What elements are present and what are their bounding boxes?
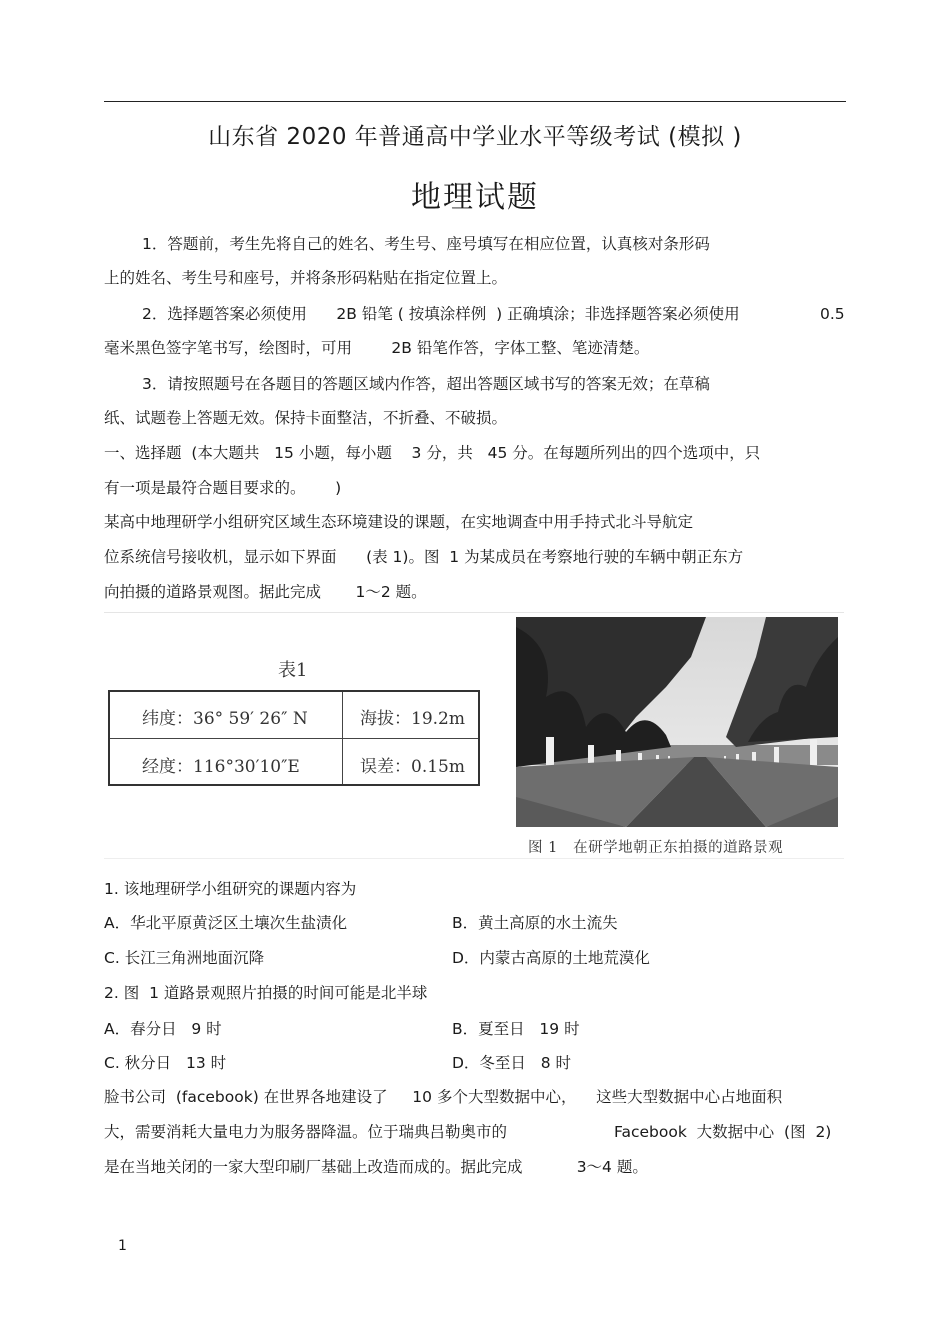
passage2-line-3: 是在当地关闭的一家大型印刷厂基础上改造而成的。据此完成 3～4 题。 (104, 1158, 648, 1176)
passage2-line-2-end: Facebook 大数据中心 (图 2) (614, 1123, 832, 1141)
longitude-cell: 经度：116°30′10″E (142, 757, 300, 777)
passage1-line-3: 向拍摄的道路景观图。据此完成 1～2 题。 (104, 583, 427, 601)
road-landscape-photo (516, 617, 838, 827)
q2-option-d: D．冬至日 8 时 (452, 1054, 572, 1072)
q1-option-a: A．华北平原黄泛区土壤次生盐渍化 (104, 914, 348, 932)
q1-option-d: D．内蒙古高原的土地荒漠化 (452, 949, 650, 967)
gps-readout-table (108, 690, 480, 786)
table-divider (342, 692, 343, 784)
table-caption: 表1 (278, 660, 308, 681)
passage1-line-2: 位系统信号接收机，显示如下界面 (表 1)。图 1 为某成员在考察地行驶的车辆中朝正东方 (104, 548, 744, 566)
latitude-cell: 纬度：36° 59′ 26″ N (142, 709, 308, 729)
instruction-2-line-2: 毫米黑色签字笔书写，绘图时，可用 2B 铅笔作答，字体工整、笔迹清楚。 (104, 339, 650, 357)
q1-option-c: C. 长江三角洲地面沉降 (104, 949, 265, 967)
altitude-cell: 海拔：19.2m (360, 709, 465, 729)
section-heading-line-2: 有一项是最符合题目要求的。 ) (104, 479, 342, 497)
instruction-1-line-2: 上的姓名、考生号和座号，并将条形码粘贴在指定位置上。 (104, 269, 508, 287)
q2-option-c: C. 秋分日 13 时 (104, 1054, 227, 1072)
figure-caption: 图 1 在研学地朝正东拍摄的道路景观 (528, 840, 784, 856)
passage2-line-2: 大，需要消耗大量电力为服务器降温。位于瑞典吕勒奥市的 (104, 1123, 508, 1141)
page-number: 1 (118, 1238, 127, 1254)
q1-option-b: B．黄土高原的水土流失 (452, 914, 618, 932)
instruction-3-line-1: 3．请按照题号在各题目的答题区域内作答，超出答题区域书写的答案无效；在草稿 (142, 375, 710, 393)
instruction-1-line-1: 1．答题前，考生先将自己的姓名、考生号、座号填写在相应位置，认真核对条形码 (142, 235, 710, 253)
top-rule (104, 101, 846, 102)
error-cell: 误差：0.15m (360, 757, 465, 777)
q2-option-b: B．夏至日 19 时 (452, 1020, 580, 1038)
passage2-line-1: 脸书公司 (facebook) 在世界各地建设了 10 多个大型数据中心， 这些大型数据中心占地面积 (104, 1088, 783, 1106)
instruction-2-line-1: 2．选择题答案必须使用 2B 铅笔 ( 按填涂样例 ) 正确填涂；非选择题答案必须使用 (142, 305, 740, 323)
table-divider (110, 738, 478, 739)
q1-stem: 1. 该地理研学小组研究的课题内容为 (104, 880, 357, 898)
instruction-3-line-2: 纸、试题卷上答题无效。保持卡面整洁，不折叠、不破损。 (104, 409, 508, 427)
q2-stem: 2. 图 1 道路景观照片拍摄的时间可能是北半球 (104, 984, 428, 1002)
instruction-2-value: 0.5 (820, 305, 845, 323)
passage1-line-1: 某高中地理研学小组研究区域生态环境建设的课题，在实地调查中用手持式北斗导航定 (104, 513, 694, 531)
q2-option-a: A．春分日 9 时 (104, 1020, 222, 1038)
subject-title: 地理试题 (411, 180, 539, 215)
exam-title: 山东省 2020 年普通高中学业水平等级考试 (模拟 ) (208, 124, 742, 150)
section-heading-line-1: 一、选择题 (本大题共 15 小题，每小题 3 分，共 45 分。在每题所列出的四个选项中，只 (104, 444, 761, 462)
